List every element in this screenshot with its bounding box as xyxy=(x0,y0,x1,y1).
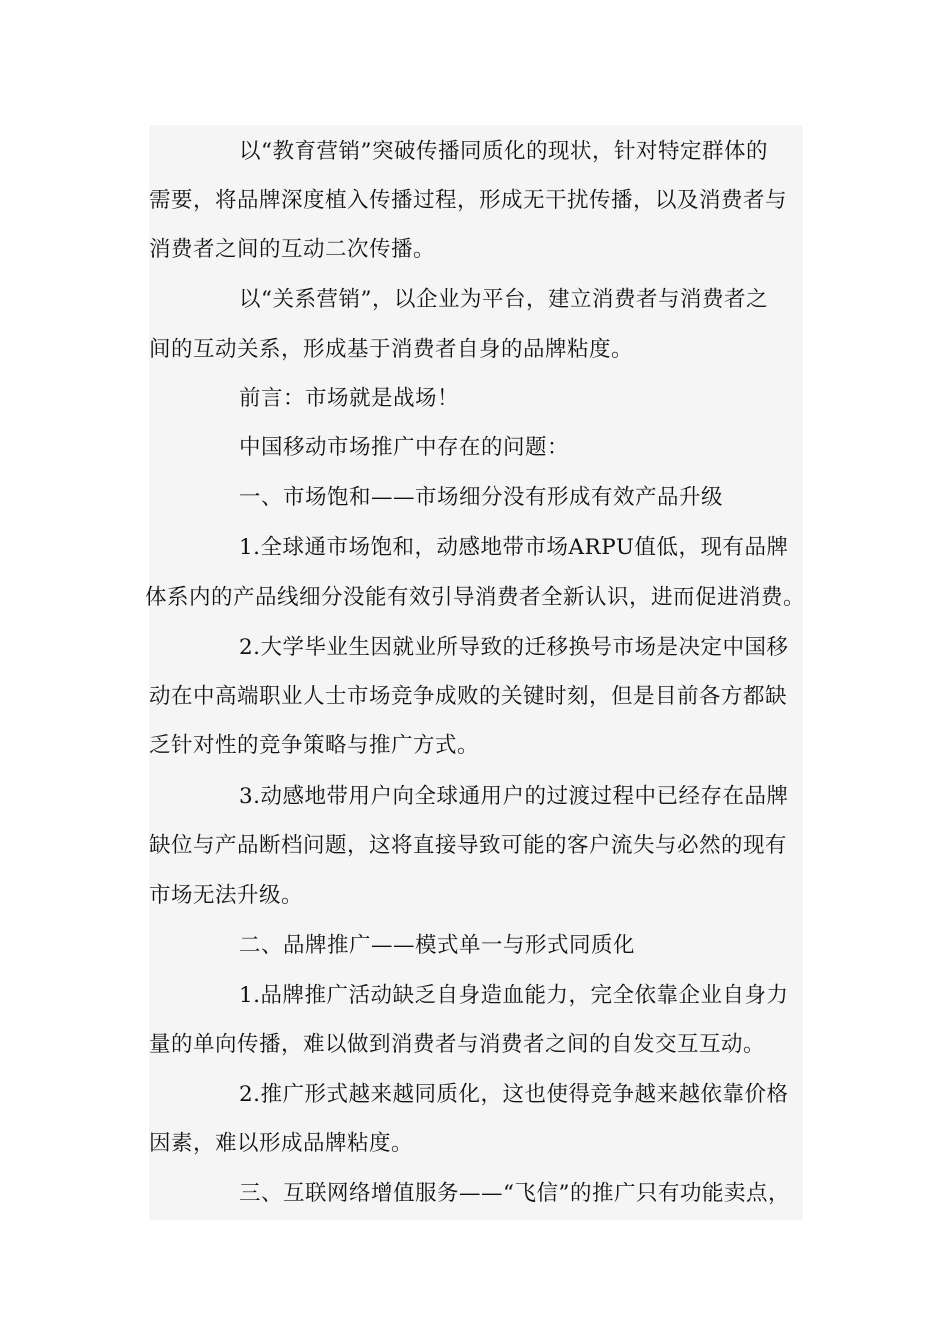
document-text-block xyxy=(145,125,806,1220)
paragraph-line: 3.动感地带用户向全球通用户的过渡过程中已经存在品牌 xyxy=(239,784,789,809)
paragraph-line: 以“关系营销”，以企业为平台，建立消费者与消费者之 xyxy=(239,287,768,312)
section-heading: 一、市场饱和——市场细分没有形成有效产品升级 xyxy=(239,485,724,510)
paragraph-line: 市场无法升级。 xyxy=(149,883,304,908)
paragraph-line: 2.大学毕业生因就业所导致的迁移换号市场是决定中国移 xyxy=(239,635,789,660)
paragraph-line: 需要，将品牌深度植入传播过程，形成无干扰传播，以及消费者与 xyxy=(149,188,788,213)
paragraph-line: 以“教育营销”突破传播同质化的现状，针对特定群体的 xyxy=(239,139,768,164)
paragraph-line: 2.推广形式越来越同质化，这也使得竞争越来越依靠价格 xyxy=(239,1082,789,1107)
paragraph-line: 因素，难以形成品牌粘度。 xyxy=(149,1131,414,1156)
paragraph-line: 乏针对性的竞争策略与推广方式。 xyxy=(149,733,480,758)
paragraph-line: 间的互动关系，形成基于消费者自身的品牌粘度。 xyxy=(149,337,634,362)
section-heading: 三、互联网络增值服务——“飞信”的推广只有功能卖点， xyxy=(239,1181,790,1206)
section-heading: 二、品牌推广——模式单一与形式同质化 xyxy=(239,933,636,958)
paragraph-line: 1.品牌推广活动缺乏自身造血能力，完全依靠企业自身力 xyxy=(239,983,789,1008)
paragraph-line: 消费者之间的互动二次传播。 xyxy=(149,237,436,262)
section-intro-line: 中国移动市场推广中存在的问题： xyxy=(239,435,570,460)
paragraph-line: 体系内的产品线细分没能有效引导消费者全新认识，进而促进消费。 xyxy=(145,585,806,610)
preface-line: 前言：市场就是战场！ xyxy=(239,386,460,411)
paragraph-line: 缺位与产品断档问题，这将直接导致可能的客户流失与必然的现有 xyxy=(149,833,788,858)
paragraph-line: 量的单向传播，难以做到消费者与消费者之间的自发交互互动。 xyxy=(149,1032,766,1057)
paragraph-line: 1.全球通市场饱和，动感地带市场ARPU值低，现有品牌 xyxy=(239,535,789,560)
paragraph-line: 动在中高端职业人士市场竞争成败的关键时刻，但是目前各方都缺 xyxy=(149,684,788,709)
